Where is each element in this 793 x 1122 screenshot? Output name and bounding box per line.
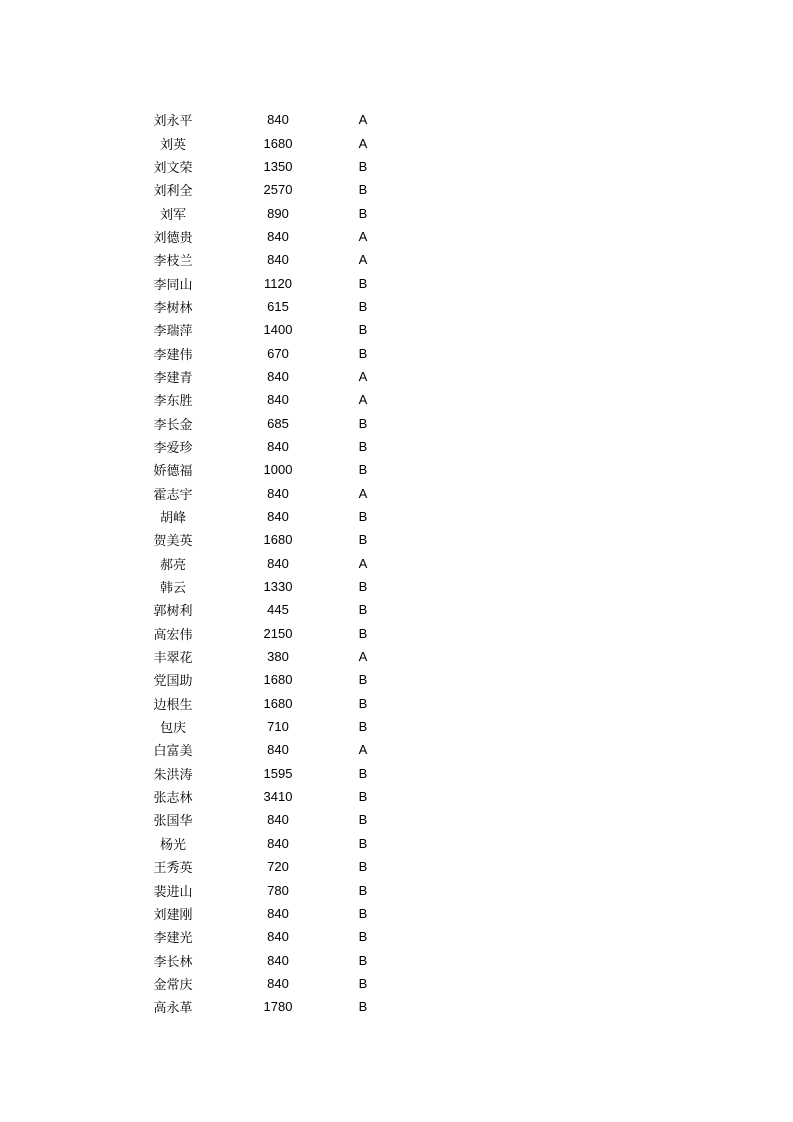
grade-cell: B — [358, 835, 368, 851]
grade-cell: A — [358, 252, 368, 268]
grade-cell: B — [358, 415, 368, 431]
name-cell: 党国助 — [153, 674, 193, 690]
name-cell: 刘德贵 — [153, 230, 193, 246]
table-row — [133, 248, 393, 271]
grade-cell: B — [358, 602, 368, 618]
grade-cell: B — [358, 719, 368, 735]
amount-cell: 840 — [267, 952, 289, 968]
name-cell: 刘建刚 — [153, 907, 193, 923]
amount-cell: 2150 — [263, 625, 293, 641]
amount-cell: 1120 — [264, 275, 292, 291]
amount-cell: 840 — [267, 555, 289, 571]
grade-cell: B — [358, 882, 368, 898]
name-cell: 李树林 — [153, 300, 193, 316]
table-row — [133, 995, 393, 1018]
grade-cell: B — [358, 579, 368, 595]
amount-cell: 840 — [267, 509, 289, 525]
name-cell: 李建青 — [153, 370, 193, 386]
name-cell: 边根生 — [153, 697, 193, 713]
table-row — [133, 598, 393, 621]
amount-cell: 1400 — [263, 322, 293, 338]
table-row — [133, 972, 393, 995]
name-cell: 朱洪涛 — [153, 767, 193, 783]
grade-cell: B — [358, 999, 368, 1015]
grade-cell: B — [358, 345, 368, 361]
table-row — [133, 458, 393, 481]
grade-cell: B — [358, 509, 368, 525]
grade-cell: A — [358, 112, 368, 128]
name-cell: 白富美 — [153, 744, 193, 760]
amount-cell: 1680 — [263, 672, 293, 688]
grade-cell: B — [358, 905, 368, 921]
name-cell: 李建光 — [153, 931, 193, 947]
table-row — [133, 948, 393, 971]
table-row — [133, 552, 393, 575]
grade-cell: B — [358, 625, 368, 641]
table-row — [133, 528, 393, 551]
amount-cell: 1595 — [263, 765, 293, 781]
table-row — [133, 131, 393, 154]
grade-cell: A — [358, 555, 368, 571]
grade-cell: B — [358, 695, 368, 711]
grade-cell: B — [358, 952, 368, 968]
grade-cell: B — [358, 182, 368, 198]
grade-cell: B — [358, 812, 368, 828]
name-cell: 张国华 — [153, 814, 193, 830]
amount-cell: 1330 — [263, 579, 293, 595]
grade-cell: B — [358, 765, 368, 781]
grade-cell: B — [358, 205, 368, 221]
table-row — [133, 271, 393, 294]
grade-cell: B — [358, 275, 368, 291]
table-row — [133, 365, 393, 388]
name-cell: 李建伟 — [153, 347, 193, 363]
name-cell: 贺美英 — [153, 534, 193, 550]
amount-cell: 840 — [267, 112, 289, 128]
grade-cell: B — [358, 789, 368, 805]
grade-cell: B — [358, 532, 368, 548]
name-cell: 包庆 — [159, 721, 186, 737]
grade-cell: B — [358, 438, 368, 454]
name-cell: 郝亮 — [159, 557, 186, 573]
table-row — [133, 435, 393, 458]
name-cell: 郭树利 — [153, 604, 193, 620]
grade-cell: B — [358, 298, 368, 314]
amount-cell: 1000 — [263, 462, 293, 478]
name-cell: 裴进山 — [153, 884, 193, 900]
amount-cell: 1780 — [263, 999, 293, 1015]
amount-cell: 720 — [267, 859, 289, 875]
table-row — [133, 155, 393, 178]
name-cell: 高宏伟 — [153, 627, 193, 643]
table-row — [133, 341, 393, 364]
table-row — [133, 505, 393, 528]
grade-cell: B — [358, 672, 368, 688]
table-row — [133, 762, 393, 785]
name-cell: 刘文荣 — [153, 160, 193, 176]
table-row — [133, 785, 393, 808]
name-cell: 李瑞萍 — [153, 324, 193, 340]
table-row — [133, 295, 393, 318]
name-cell: 韩云 — [159, 581, 186, 597]
name-cell: 王秀英 — [153, 861, 193, 877]
amount-cell: 670 — [267, 345, 289, 361]
grade-cell: B — [358, 158, 368, 174]
grade-cell: B — [358, 462, 368, 478]
name-cell: 李东胜 — [153, 394, 193, 410]
amount-cell: 840 — [267, 742, 289, 758]
table-row — [133, 738, 393, 761]
amount-cell: 890 — [267, 205, 289, 221]
table-row — [133, 645, 393, 668]
name-cell: 李长金 — [153, 417, 193, 433]
grade-cell: A — [358, 392, 368, 408]
grade-cell: A — [358, 228, 368, 244]
table-row — [133, 201, 393, 224]
table-row — [133, 575, 393, 598]
table-row — [133, 715, 393, 738]
table-row — [133, 108, 393, 131]
table-row — [133, 668, 393, 691]
table-row — [133, 411, 393, 434]
table-row — [133, 878, 393, 901]
name-cell: 李枝兰 — [153, 254, 193, 270]
table-row — [133, 482, 393, 505]
grade-cell: B — [358, 859, 368, 875]
amount-cell: 840 — [267, 929, 289, 945]
name-cell: 杨光 — [159, 837, 186, 853]
table-row — [133, 902, 393, 925]
amount-cell: 840 — [267, 812, 289, 828]
amount-cell: 1680 — [263, 532, 293, 548]
amount-cell: 840 — [267, 438, 289, 454]
name-cell: 金常庆 — [153, 977, 193, 993]
amount-cell: 710 — [267, 719, 289, 735]
name-cell: 李同山 — [153, 277, 193, 293]
table-row — [133, 178, 393, 201]
name-cell: 刘英 — [159, 137, 186, 153]
name-cell: 娇德福 — [153, 464, 193, 480]
grade-cell: B — [358, 929, 368, 945]
table-row — [133, 855, 393, 878]
amount-cell: 840 — [267, 228, 289, 244]
amount-cell: 840 — [267, 975, 289, 991]
amount-cell: 840 — [267, 252, 289, 268]
grade-cell: A — [358, 485, 368, 501]
amount-cell: 2570 — [263, 182, 293, 198]
table-row — [133, 225, 393, 248]
name-cell: 高永革 — [153, 1001, 193, 1017]
amount-cell: 780 — [267, 882, 289, 898]
name-cell: 刘永平 — [153, 114, 193, 130]
table-row — [133, 925, 393, 948]
amount-cell: 615 — [267, 298, 289, 314]
amount-cell: 1680 — [263, 695, 293, 711]
grade-cell: A — [358, 742, 368, 758]
amount-cell: 380 — [267, 649, 289, 665]
name-cell: 胡峰 — [159, 511, 186, 527]
grade-cell: A — [358, 649, 368, 665]
amount-cell: 685 — [267, 415, 289, 431]
table-row — [133, 832, 393, 855]
name-cell: 霍志宇 — [153, 487, 193, 503]
amount-cell: 840 — [267, 905, 289, 921]
grade-cell: B — [358, 975, 368, 991]
name-cell: 刘利全 — [153, 184, 193, 200]
grade-cell: A — [358, 135, 368, 151]
table-row — [133, 318, 393, 341]
table-row — [133, 388, 393, 411]
grade-cell: A — [358, 368, 368, 384]
amount-cell: 840 — [267, 485, 289, 501]
name-cell: 丰翠花 — [153, 651, 193, 667]
grade-cell: B — [358, 322, 368, 338]
amount-cell: 3410 — [263, 789, 293, 805]
amount-cell: 840 — [267, 835, 289, 851]
name-cell: 刘军 — [159, 207, 186, 223]
amount-cell: 840 — [267, 368, 289, 384]
table-row — [133, 692, 393, 715]
name-cell: 李爱珍 — [153, 440, 193, 456]
table-row — [133, 622, 393, 645]
name-cell: 李长林 — [153, 954, 193, 970]
amount-cell: 445 — [267, 602, 289, 618]
amount-cell: 1680 — [263, 135, 293, 151]
amount-cell: 1350 — [263, 158, 293, 174]
table-row — [133, 808, 393, 831]
data-table — [133, 108, 393, 1018]
name-cell: 张志林 — [153, 791, 193, 807]
amount-cell: 840 — [267, 392, 289, 408]
